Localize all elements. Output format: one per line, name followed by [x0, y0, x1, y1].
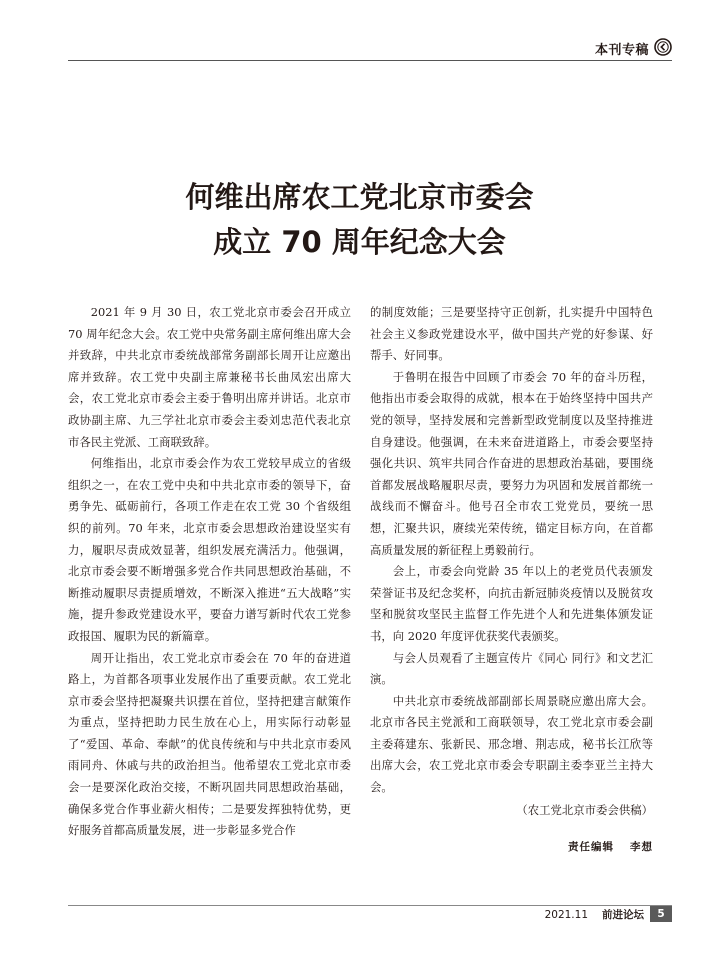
issue-date: 2021.11 [544, 909, 588, 921]
footer-info [545, 907, 644, 922]
article-title [0, 175, 719, 265]
body-paragraph: 会上，市委会向党龄 35 年以上的老党员代表颁发荣誉证书及纪念奖杯，向抗击新冠肺炎疫情以及脱贫攻坚和脱贫攻坚民主监督工作先进个人和先进集体颁发证书，向 2020 年度评优获奖代表颁奖。 [370, 564, 653, 643]
body-paragraph: 与会人员观看了主题宣传片《同心 同行》和文艺汇演。 [370, 650, 653, 687]
body-paragraph-continued: 的制度效能；三是要坚持守正创新，扎实提升中国特色社会主义参政党建设水平，做中国共产党的好参谋、好帮手、好同事。 [370, 305, 653, 363]
header-section-label: 本刊专稿 [594, 43, 649, 58]
title-line-2: 成立 70 周年纪念大会 [213, 225, 506, 259]
left-column [68, 302, 351, 842]
article-credit: （农工党北京市委会供稿） [516, 802, 653, 817]
editor-line [370, 837, 653, 859]
page-number: 5 [650, 906, 672, 922]
title-line-1: 何维出席农工党北京市委会 [185, 180, 534, 214]
body-paragraph: 周开让指出，农工党北京市委会在 70 年的奋进道路上，为首都各项事业发展作出了重要贡献。农工党北京市委会坚持把凝聚共识摆在首位，坚持把建言献策作为重点，坚持把助力民生放在心上，用实际行动彰显了“爱国、革命、奉献”的优良传统和与中共北京市委风雨同舟、休戚与共的政治担当。他希望农工党北京市委会一是要深化政治交接，不断巩固共同思想政治基础，确保多党合作事业薪火相传；二是要发挥独特优势，更好服务首都高质量发展，进一步彰显多党合作 [68, 650, 351, 838]
right-column [370, 302, 653, 859]
footer-rule [68, 905, 672, 906]
editor-label: 责任编辑 [568, 841, 614, 854]
circle-arrow-icon [654, 38, 672, 56]
body-paragraph: 2021 年 9 月 30 日，农工党北京市委会召开成立 70 周年纪念大会。农工党中央常务副主席何维出席大会并致辞，中共北京市委统战部常务副部长周开让应邀出席并致辞。农工党中央副主席兼秘书长曲凤宏出席大会，农工党北京市委会主委于鲁明出席并讲话。北京市政协副主席、九三学社北京市委会主委刘忠范代表北京市各民主党派、工商联致辞。 [68, 305, 351, 449]
magazine-name: 前进论坛 [602, 909, 644, 921]
header-rule [68, 60, 672, 61]
body-paragraph: 何维指出，北京市委会作为农工党较早成立的省级组织之一，在农工党中央和中共北京市委的领导下，奋勇争先、砥砺前行，各项工作走在农工党 30 个省级组织的前列。70 年来，北京市委会思想政治建设坚实有力，履职尽责成效显著，组织发展充满活力。他强调，北京市委会要不断增强多党合作共同思想政治基础，不断推动履职尽责提质增效，不断深入推进“五大战略”实施，提升参政党建设水平，要奋力谱写新时代农工党参政报国、履职为民的新篇章。 [68, 456, 351, 643]
body-paragraph: 中共北京市委统战部副部长周景晓应邀出席大会。北京市各民主党派和工商联领导，农工党北京市委会副主委蒋建东、张新民、邢念增、荆志成，秘书长江欣等出席大会，农工党北京市委会专职副主委李亚兰主持大会。 [370, 693, 653, 795]
editor-name: 李想 [630, 841, 653, 854]
body-paragraph: 于鲁明在报告中回顾了市委会 70 年的奋斗历程，他指出市委会取得的成就，根本在于始终坚持中国共产党的领导，坚持发展和完善新型政党制度以及坚持推进自身建设。他强调，在未来奋进道路上，市委会要坚持强化共识、筑牢共同合作奋进的思想政治基础，要围绕首都发展战略履职尽责，要努力为巩固和发展首都统一战线而不懈奋斗。他号召全市农工党党员，要统一思想，汇聚共识，赓续光荣传统，锚定目标方向，在首都高质量发展的新征程上勇毅前行。 [370, 369, 653, 557]
